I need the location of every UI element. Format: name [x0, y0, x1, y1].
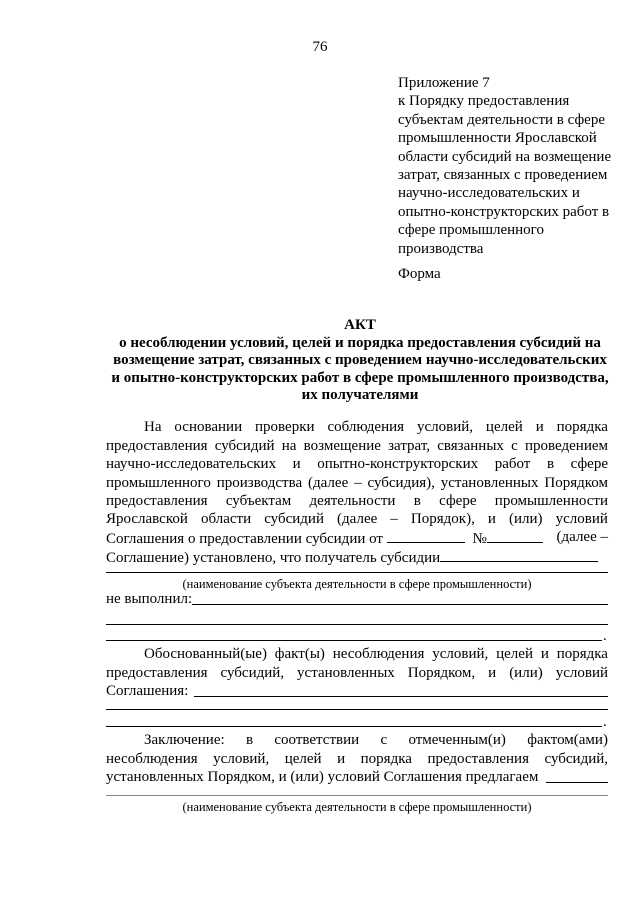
word: целей — [284, 750, 322, 767]
word: с — [511, 437, 518, 454]
paragraph-basis — [106, 418, 608, 565]
paragraph-conclusion — [106, 731, 608, 786]
field-caption: (наименование субъекта деятельности в сфере промышленности) — [182, 800, 532, 814]
word: промышленности — [494, 492, 608, 509]
word: Порядок), — [410, 511, 475, 528]
word: Заключение: — [144, 732, 225, 749]
word: производства — [216, 474, 303, 491]
period-mark: . — [603, 628, 607, 644]
period-mark: . — [603, 714, 607, 730]
recipient-line — [106, 547, 608, 565]
word: соответствии — [274, 732, 360, 749]
justified-line — [106, 436, 608, 454]
page-number: 76 — [312, 39, 328, 55]
title-line: их получателями — [301, 387, 419, 404]
appendix-line: субъектам деятельности в сфере — [398, 111, 605, 128]
facts-field-line-3[interactable] — [106, 726, 602, 727]
word: и — [292, 456, 301, 473]
word: условий, — [213, 750, 270, 767]
word: в — [546, 456, 555, 473]
not-fulfilled-row — [106, 590, 608, 608]
word: условий, — [432, 646, 489, 663]
word: научно-исследовательских — [106, 456, 277, 473]
word: фактом(ами) — [527, 732, 608, 749]
agreement-label: Соглашения: — [106, 683, 189, 700]
word: промышленного — [106, 474, 211, 491]
justified-line — [106, 455, 608, 473]
facts-field-line-2[interactable] — [106, 709, 608, 710]
word: субъектам — [225, 492, 292, 509]
title-line: о несоблюдении условий, целей и порядка предоставления субсидий на — [119, 334, 601, 351]
word: (далее — [337, 511, 378, 528]
not-fulfilled-label: не выполнил: — [106, 591, 193, 608]
word: порядка — [556, 419, 608, 436]
conclusion-field[interactable] — [546, 782, 608, 783]
conclusion-field-line-2[interactable] — [106, 795, 608, 796]
word: и — [488, 664, 497, 681]
paragraph-facts — [106, 645, 608, 700]
word: порядка — [556, 646, 608, 663]
word: области — [200, 511, 252, 528]
not-fulfilled-field-line-2[interactable] — [106, 624, 608, 625]
title-line: и опытно-конструкторских работ в сфере промышленного производства, — [111, 369, 609, 386]
justified-line — [106, 645, 608, 663]
field-caption: (наименование субъекта деятельности в сфере промышленности) — [182, 577, 532, 591]
justified-line — [106, 510, 608, 528]
justified-line — [106, 492, 608, 510]
appendix-line: Приложение 7 — [398, 75, 490, 91]
word: работ — [494, 456, 531, 473]
word: Обоснованный(ые) — [144, 646, 267, 663]
word: соблюдения — [327, 419, 405, 436]
word: субсидий, — [220, 664, 285, 681]
word: условий — [555, 511, 608, 528]
word: основании — [174, 419, 243, 436]
justified-line — [106, 473, 608, 491]
agreement-facts-line — [106, 682, 608, 700]
word: предоставления — [106, 492, 208, 509]
facts-field[interactable] — [194, 696, 608, 697]
word: На — [144, 419, 162, 436]
word: Ярославской — [106, 511, 188, 528]
not-fulfilled-field[interactable] — [192, 604, 608, 605]
word: субсидий, — [544, 750, 608, 767]
appendix-line: промышленности Ярославской — [398, 130, 597, 147]
not-fulfilled-line — [106, 590, 608, 608]
word: связанных — [437, 437, 504, 454]
document-title — [100, 317, 620, 405]
word: Порядком — [544, 474, 608, 491]
word: установленных — [440, 474, 539, 491]
word: опытно-конструкторских — [317, 456, 479, 473]
word: – — [390, 511, 398, 528]
word: возмещение — [303, 437, 381, 454]
conclusion-line — [106, 768, 608, 786]
word: сфере — [570, 456, 608, 473]
appendix-line: к Порядку предоставления — [398, 93, 570, 110]
justified-line — [106, 418, 608, 436]
word: несоблюдения — [332, 646, 425, 663]
word: на — [281, 437, 297, 454]
word: отмеченным(и) — [408, 732, 506, 749]
justified-line — [106, 731, 608, 749]
justified-line — [106, 663, 608, 681]
justified-line — [106, 749, 608, 767]
word: предоставления — [106, 664, 208, 681]
word: деятельности — [309, 492, 396, 509]
word: проведением — [525, 437, 608, 454]
word: (или) — [509, 511, 543, 528]
word: с — [380, 732, 388, 749]
word: Порядком, — [407, 664, 476, 681]
agreement-number-field[interactable] — [487, 528, 543, 543]
word: и — [535, 419, 544, 436]
agreement-text: Соглашения о предоставлении субсидии от — [106, 531, 383, 548]
conclusion-text: установленных Порядком, и (или) условий Соглашения предлагаем — [106, 769, 539, 786]
word: субсидий — [264, 511, 324, 528]
word: установленных — [297, 664, 395, 681]
word: предоставления — [106, 437, 208, 454]
word: условий, — [416, 419, 473, 436]
appendix-line: затрат, связанных с проведением — [398, 167, 608, 184]
word: затрат, — [388, 437, 431, 454]
title-line: возмещение затрат, связанных с проведением научно-исследовательских — [113, 352, 607, 369]
word: субсидий — [214, 437, 275, 454]
recipient-text: Соглашение) установлено, что получатель субсидии — [106, 549, 441, 566]
appendix-line: опытно-конструкторских работ в — [398, 203, 610, 220]
word: (далее — [308, 474, 349, 491]
word: в — [413, 492, 421, 509]
word: проверки — [255, 419, 315, 436]
agreement-line — [106, 528, 608, 546]
word: условий — [555, 664, 608, 681]
word: субсидия), — [367, 474, 435, 491]
appendix-line: сфере промышленного — [398, 222, 544, 239]
appendix-line: области субсидий на возмещение — [398, 148, 612, 165]
not-fulfilled-field-line-3[interactable] — [106, 640, 602, 641]
form-label: Форма — [398, 266, 441, 282]
title-heading: АКТ — [344, 317, 376, 333]
word: целей — [485, 419, 523, 436]
word: и — [487, 511, 496, 528]
word: в — [245, 732, 254, 749]
appendix-line: производства — [398, 240, 484, 257]
word: и — [337, 750, 346, 767]
word: – — [354, 474, 362, 491]
word: и — [540, 646, 549, 663]
number-sign: № — [472, 531, 487, 548]
recipient-name-field-continued[interactable] — [106, 572, 608, 573]
word: порядка — [360, 750, 412, 767]
word: несоблюдения — [106, 750, 198, 767]
agreement-date-field[interactable] — [387, 528, 465, 543]
agreement-text-tail: (далее – — [556, 529, 608, 546]
word: целей — [496, 646, 533, 663]
word: (или) — [509, 664, 543, 681]
appendix-block — [398, 74, 613, 258]
word: предоставления — [427, 750, 529, 767]
word: сфере — [439, 492, 477, 509]
appendix-line: научно-исследовательских и — [398, 185, 580, 202]
word: факт(ы) — [274, 646, 325, 663]
recipient-name-field[interactable] — [440, 547, 598, 562]
